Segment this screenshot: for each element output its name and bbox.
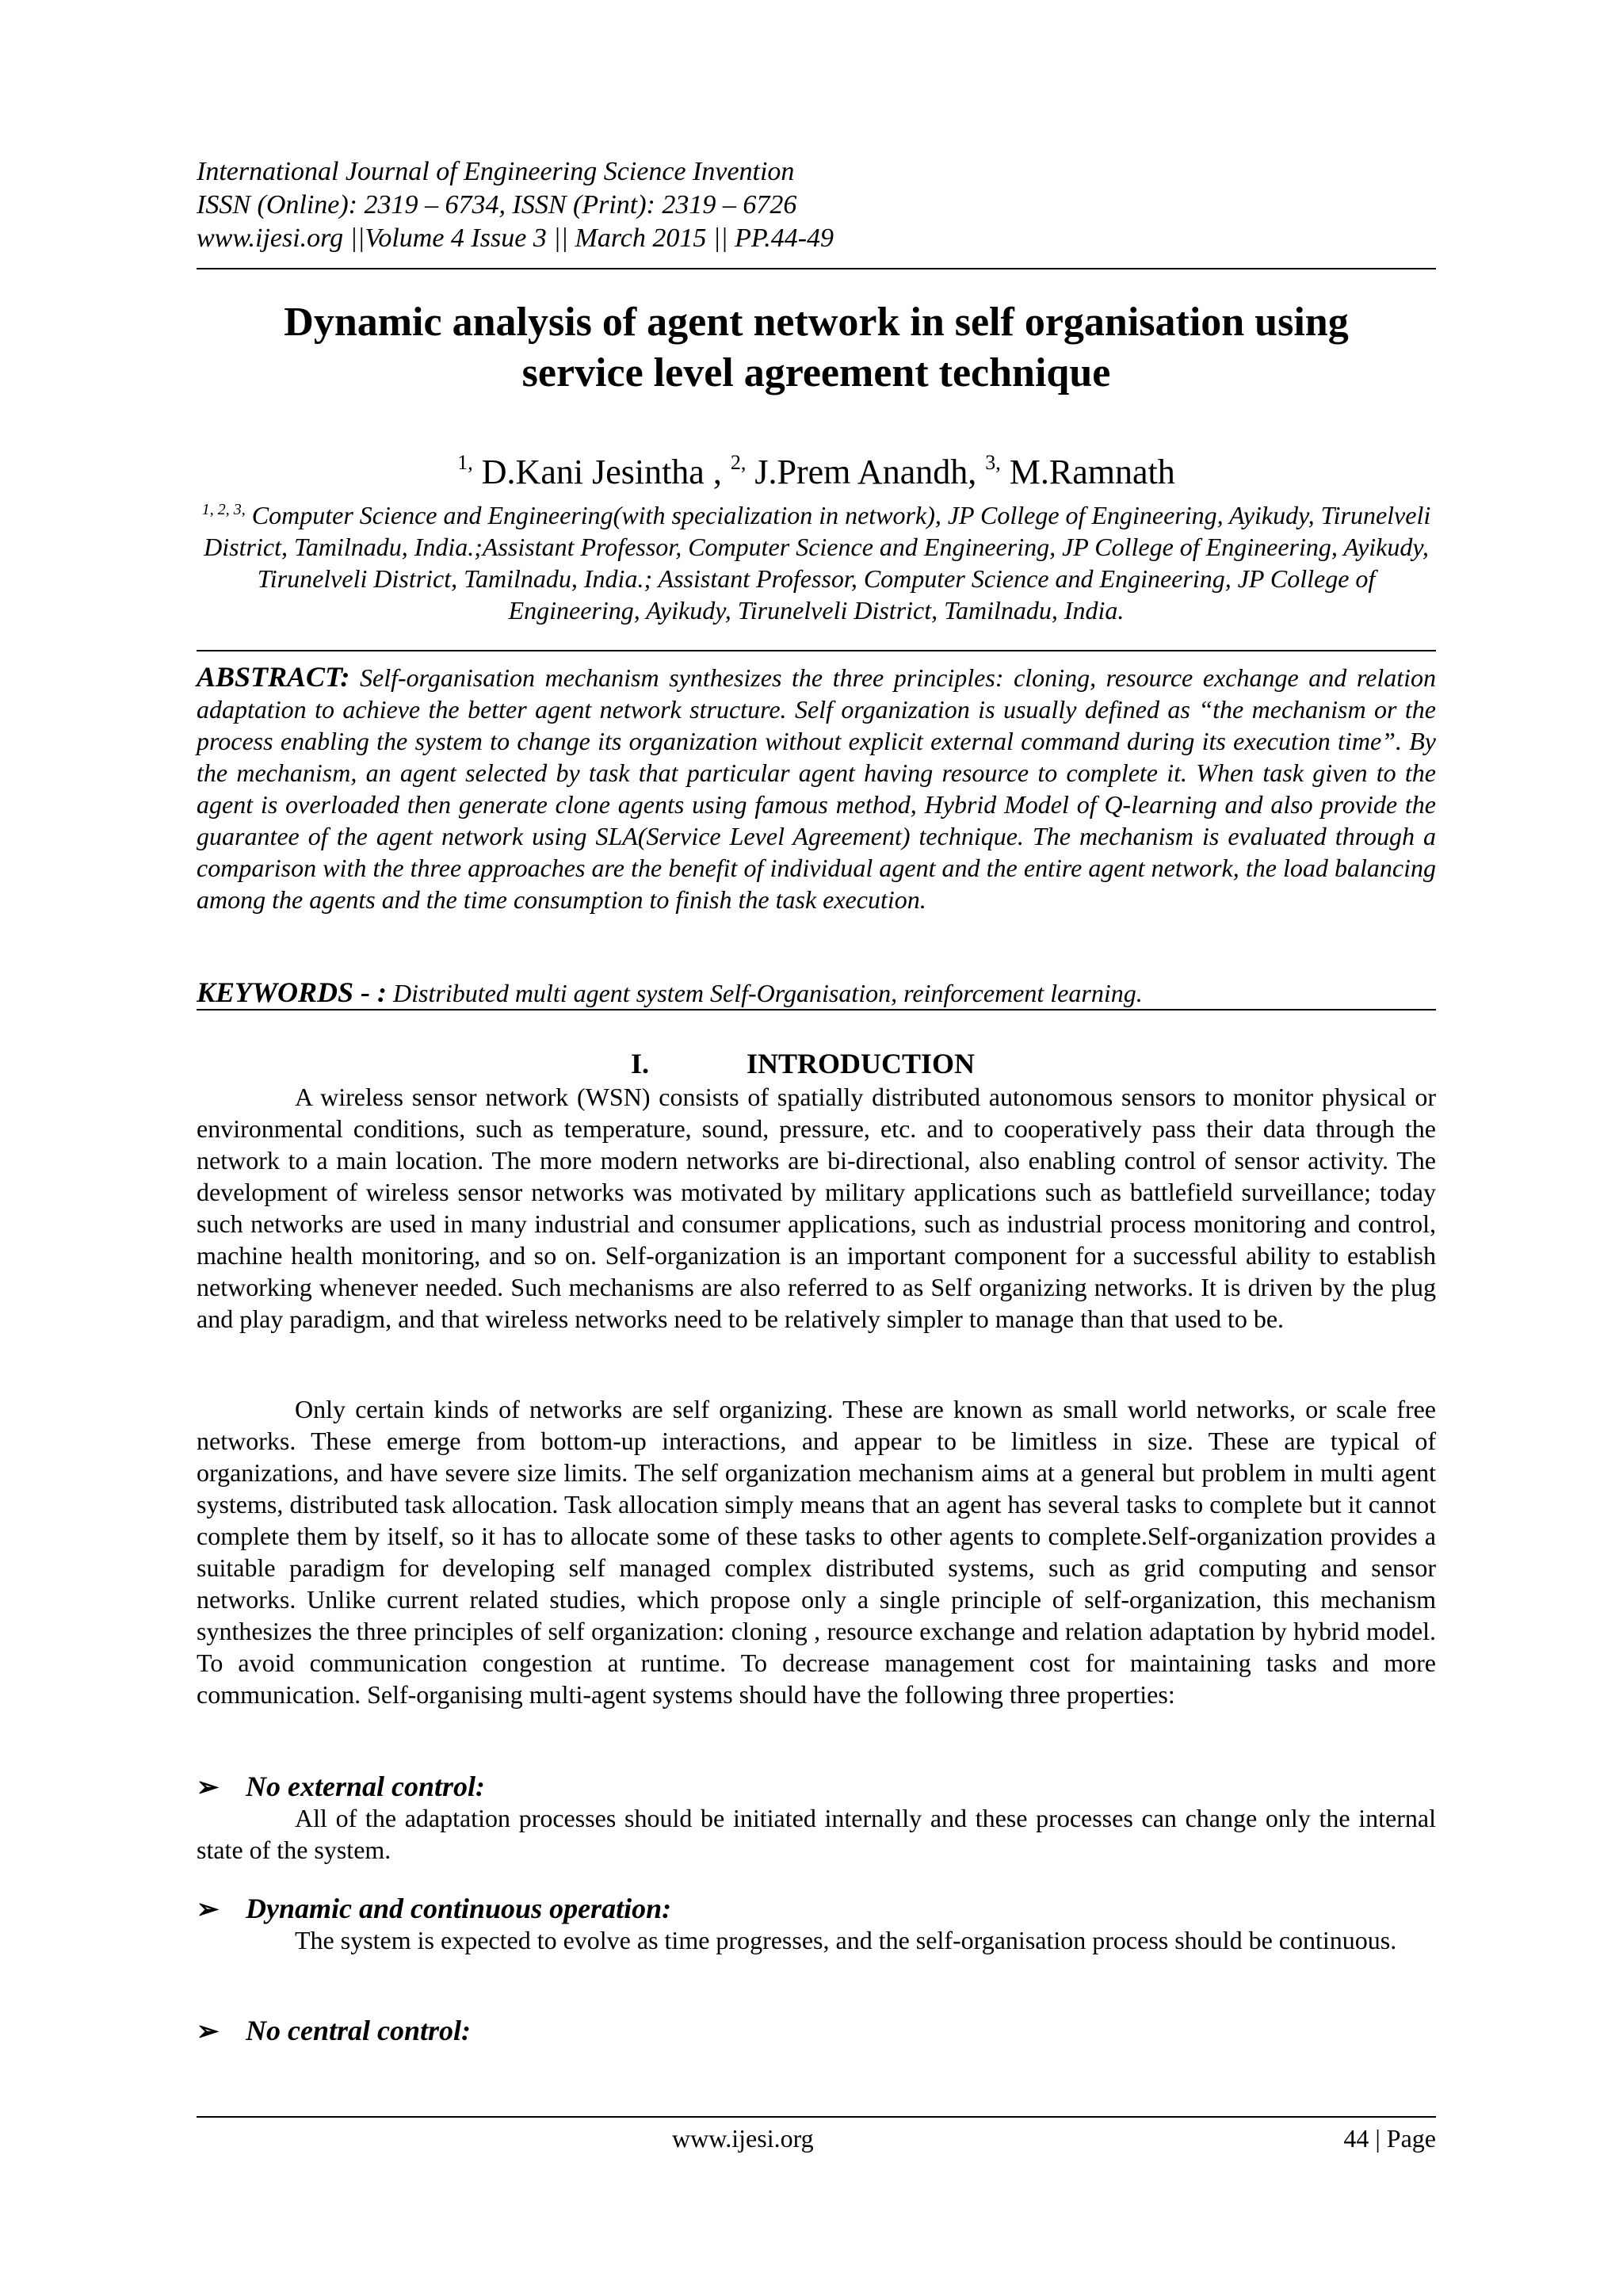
author-2-name: J.Prem Anandh — [754, 453, 968, 491]
footer-url: www.ijesi.org — [672, 2124, 814, 2153]
author-2-marker: 2, — [730, 451, 747, 474]
bullet-arrow-icon: ➢ — [197, 2017, 220, 2046]
journal-volume: www.ijesi.org ||Volume 4 Issue 3 || March 2015 || PP.44-49 — [197, 223, 834, 253]
keywords — [197, 976, 1436, 1009]
footer-page-number: 44 | Page — [1343, 2124, 1436, 2153]
property-heading-1 — [197, 1769, 1436, 1805]
footer-rule — [197, 2116, 1436, 2118]
abstract — [197, 661, 1436, 915]
journal-issn: ISSN (Online): 2319 – 6734, ISSN (Print): 2319 – 6726 — [197, 190, 797, 220]
keywords-label: KEYWORDS - : — [197, 976, 388, 1008]
property-heading-3 — [197, 2013, 1436, 2050]
property-2-title: Dynamic and continuous operation: — [246, 1893, 672, 1924]
abstract-text: Self-organisation mechanism synthesizes the three principles: cloning, resource exchange and relation adaptation to achieve the better agent network structure. Self organization is usually defined as “the mechanism or the process enabling the system to change its organization without explicit external command during its execution time”. By the mechanism, an agent selected by task that particular agent having resource to complete it. When task given to the agent is overloaded then generate clone agents using famous method, Hybrid Model of Q-learning and also provide the guarantee of the agent network using SLA(Service Level Agreement) technique. The mechanism is evaluated through a comparison with the three approaches are the benefit of individual agent and the entire agent network, the load balancing among the agents and the time consumption to finish the task execution. — [197, 663, 1437, 914]
paper-title-line-2: service level agreement technique — [521, 350, 1111, 395]
author-3-marker: 3, — [985, 451, 1001, 474]
paper-title-line-1: Dynamic analysis of agent network in self organisation using — [284, 300, 1349, 345]
journal-header — [197, 155, 1436, 255]
journal-name: International Journal of Engineering Science Invention — [197, 157, 795, 186]
property-heading-2 — [197, 1891, 1436, 1927]
affiliation-marker: 1, 2, 3, — [201, 501, 246, 518]
author-1-name: D.Kani Jesintha — [481, 453, 705, 491]
keywords-text: Distributed multi agent system Self-Organisation, reinforcement learning. — [393, 979, 1143, 1007]
section-number: I. — [631, 1048, 650, 1079]
intro-paragraph-1: A wireless sensor network (WSN) consists of spatially distributed autonomous sensors to monitor physical or environmental conditions, such as temperature, sound, pressure, etc. and to cooperatively pass their data through the network to a main location. The more modern networks are bi-directional, also enabling control of sensor activity. The development of wireless sensor networks was motivated by military applications such as battlefield surveillance; today such networks are used in many industrial and consumer applications, such as industrial process monitoring and control, machine health monitoring, and so on. Self-organization is an important component for a successful ability to establish networking whenever needed. Such mechanisms are also referred to as Self organizing networks. It is driven by the plug and play paradigm, and that wireless networks need to be relatively simpler to manage than that used to be. — [197, 1083, 1436, 1333]
abstract-label: ABSTRACT: — [197, 661, 350, 693]
paper-title — [197, 297, 1436, 399]
header-rule — [197, 268, 1436, 269]
keywords-rule — [197, 1009, 1436, 1010]
property-3-title: No central control: — [246, 2015, 471, 2046]
bullet-arrow-icon: ➢ — [197, 1895, 220, 1924]
affiliation-text: Computer Science and Engineering(with specialization in network), JP College of Engineering, Ayikudy, Tirunelveli District, Tamilnadu, India.;Assistant Professor, Computer Science and Engineering, JP College of Engineering, Ayikudy, Tirunelveli District, Tamilnadu, India.; Assistant Professor, Computer Science and Engineering, JP College of Engineering, Ayikudy, Tirunelveli District, Tamilnadu, India. — [204, 501, 1431, 625]
author-3-name: M.Ramnath — [1009, 453, 1175, 491]
property-1-title: No external control: — [246, 1771, 485, 1802]
property-1-text: All of the adaptation processes should be initiated internally and these processes can change only the internal state of the system. — [197, 1804, 1436, 1864]
section-title: INTRODUCTION — [747, 1048, 976, 1079]
bullet-arrow-icon: ➢ — [197, 1773, 220, 1802]
affiliation — [197, 499, 1436, 626]
property-2-text: The system is expected to evolve as time progresses, and the self-organisation process should be continuous. — [295, 1926, 1397, 1954]
abstract-top-rule — [197, 650, 1436, 651]
author-list: $^{1,}$ D.Kani Jesintha , $^{2,}$ J.Prem Anandh, $^{3,}$ M.Ramnath — [457, 451, 1175, 491]
author-1-marker: 1, — [457, 451, 473, 474]
intro-paragraph-2: Only certain kinds of networks are self organizing. These are known as small world networks, or scale free networks. These emerge from bottom-up interactions, and appear to be limitless in size. These are typical of organizations, and have severe size limits. The self organization mechanism aims at a general but problem in multi agent systems, distributed task allocation. Task allocation simply means that an agent has several tasks to complete but it cannot complete them by itself, so it has to allocate some of these tasks to other agents to complete.Self-organization provides a suitable paradigm for developing self managed complex distributed systems, such as grid computing and sensor networks. Unlike current related studies, which propose only a single principle of self-organization, this mechanism synthesizes the three principles of self organization: cloning , resource exchange and relation adaptation by hybrid model. To avoid communication congestion at runtime. To decrease management cost for maintaining tasks and more communication. Self-organising multi-agent systems should have the following three properties: — [197, 1395, 1436, 1709]
